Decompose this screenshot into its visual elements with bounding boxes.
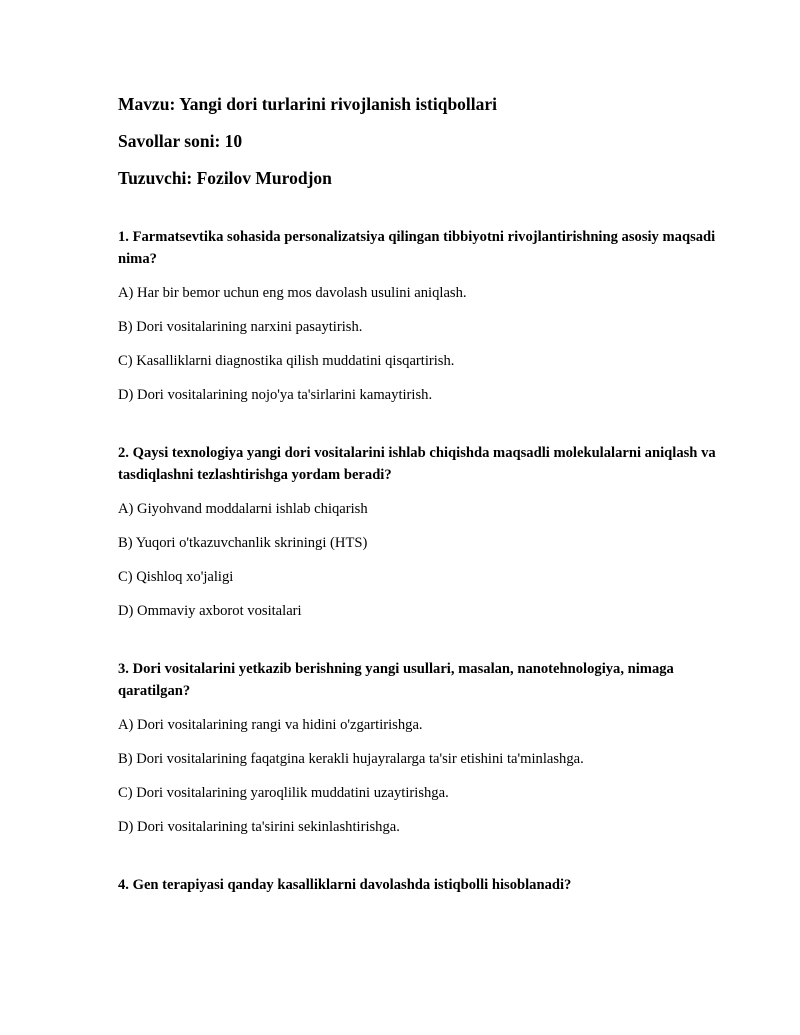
document-page bbox=[118, 93, 718, 932]
option-d: D) Dori vositalarining ta'sirini sekinlashtirishga. bbox=[118, 819, 400, 835]
question-text: 1. Farmatsevtika sohasida personalizatsiya qilingan tibbiyotni rivojlantirishning asosiy maqsadi nima? bbox=[118, 229, 716, 267]
question-text: 4. Gen terapiyasi qanday kasalliklarni davolashda istiqbolli hisoblanadi? bbox=[118, 877, 572, 893]
question-1 bbox=[118, 226, 718, 406]
option-c: C) Kasalliklarni diagnostika qilish muddatini qisqartirish. bbox=[118, 353, 455, 369]
topic-line: Mavzu: Yangi dori turlarini rivojlanish istiqbollari bbox=[118, 94, 498, 114]
option-a: A) Giyohvand moddalarni ishlab chiqarish bbox=[118, 501, 368, 517]
question-3 bbox=[118, 658, 718, 838]
option-b: B) Yuqori o'tkazuvchanlik skriningi (HTS) bbox=[118, 535, 368, 551]
option-b: B) Dori vositalarining narxini pasaytirish. bbox=[118, 319, 363, 335]
option-d: D) Ommaviy axborot vositalari bbox=[118, 603, 302, 619]
option-b: B) Dori vositalarining faqatgina kerakli hujayralarga ta'sir etishini ta'minlashga. bbox=[118, 751, 584, 767]
question-text: 2. Qaysi texnologiya yangi dori vositalarini ishlab chiqishda maqsadli molekulalarni aniqlash va tasdiqlashni tezlashtirishga yordam beradi? bbox=[118, 445, 716, 483]
option-a: A) Dori vositalarining rangi va hidini o'zgartirishga. bbox=[118, 717, 423, 733]
question-count-line: Savollar soni: 10 bbox=[118, 131, 243, 151]
author-line: Tuzuvchi: Fozilov Murodjon bbox=[118, 168, 332, 188]
question-4 bbox=[118, 874, 718, 896]
question-2 bbox=[118, 442, 718, 622]
option-a: A) Har bir bemor uchun eng mos davolash usulini aniqlash. bbox=[118, 285, 467, 301]
option-c: C) Qishloq xo'jaligi bbox=[118, 569, 234, 585]
question-text: 3. Dori vositalarini yetkazib berishning yangi usullari, masalan, nanotehnologiya, nimaga qaratilgan? bbox=[118, 661, 674, 699]
document-header bbox=[118, 93, 718, 189]
option-d: D) Dori vositalarining nojo'ya ta'sirlarini kamaytirish. bbox=[118, 387, 433, 403]
option-c: C) Dori vositalarining yaroqlilik muddatini uzaytirishga. bbox=[118, 785, 449, 801]
